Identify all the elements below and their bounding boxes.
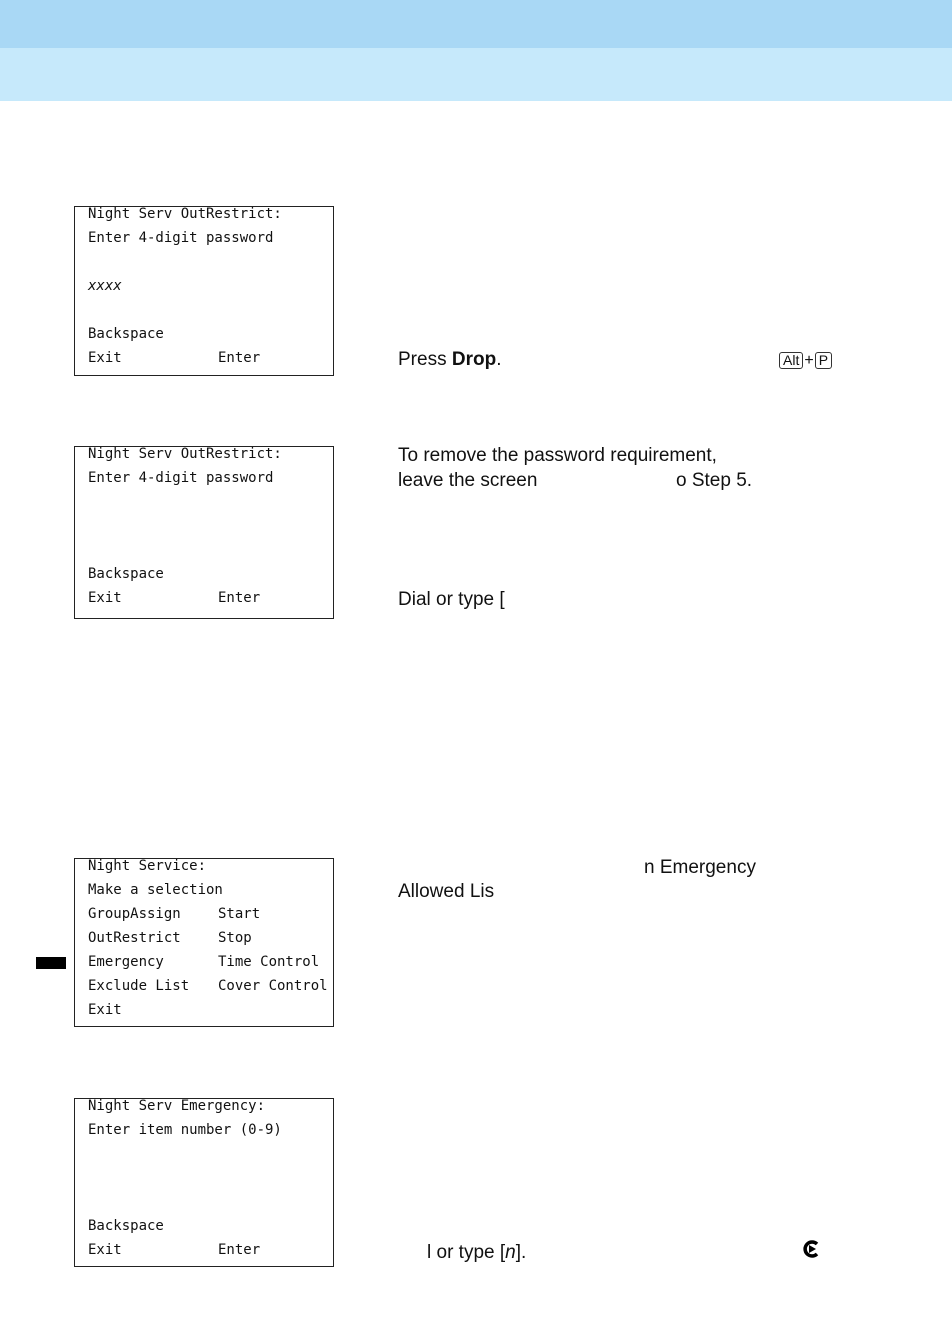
backspace-option: Backspace [88,566,164,582]
press-drop-instruction: Press Drop. [398,349,502,370]
screen-line: Enter item number (0-9) [88,1122,282,1138]
screen-title: Night Service: [88,858,207,874]
screen-prompt: Make a selection [88,882,223,898]
header-band-bottom [0,48,952,101]
screen-line: Night Serv OutRestrict: [88,446,282,462]
menu-option-start: Start [218,906,261,922]
menu-option-exclude-list: Exclude List [88,978,190,994]
menu-option-stop: Stop [218,930,252,946]
screen-line: Enter 4-digit password [88,230,274,246]
display-screen-password-empty [74,446,334,619]
alt-key-icon: Alt [779,352,803,369]
remove-password-line2b: o Step 5. [676,470,753,491]
screen-line: Night Serv OutRestrict: [88,206,282,222]
display-screen-emergency [74,1098,334,1267]
exit-option: Exit [88,1242,122,1258]
exit-option: Exit [88,350,122,366]
display-screen-night-service [74,858,334,1027]
backspace-option: Backspace [88,326,164,342]
menu-option-cover-control: Cover Control [218,978,328,994]
remove-password-line2a: leave the screen [398,470,538,491]
return-arrow-icon [800,1240,820,1258]
enter-option: Enter [218,590,261,606]
enter-option: Enter [218,1242,261,1258]
header-band-top [0,0,952,48]
menu-option-emergency: Emergency [88,954,164,970]
screen-line: Enter 4-digit password [88,470,274,486]
p-key-icon: P [815,352,832,369]
emergency-text-b: Allowed Lis [398,881,495,902]
final-dial-instruction: l or type [n]. [427,1242,527,1263]
password-placeholder: xxxx [88,278,122,294]
enter-option: Enter [218,350,261,366]
section-marker-icon [36,957,66,969]
backspace-option: Backspace [88,1218,164,1234]
display-screen-password [74,206,334,376]
remove-password-line1: To remove the password requirement, [398,445,717,466]
emergency-text-a: n Emergency [644,857,756,878]
keyboard-shortcut: Alt + P [778,351,833,371]
menu-option-groupassign: GroupAssign [88,906,181,922]
dial-instruction: Dial or type [ [398,589,505,610]
exit-option: Exit [88,590,122,606]
menu-option-time-control: Time Control [218,954,320,970]
menu-option-outrestrict: OutRestrict [88,930,181,946]
exit-option: Exit [88,1002,122,1018]
screen-line: Night Serv Emergency: [88,1098,266,1114]
